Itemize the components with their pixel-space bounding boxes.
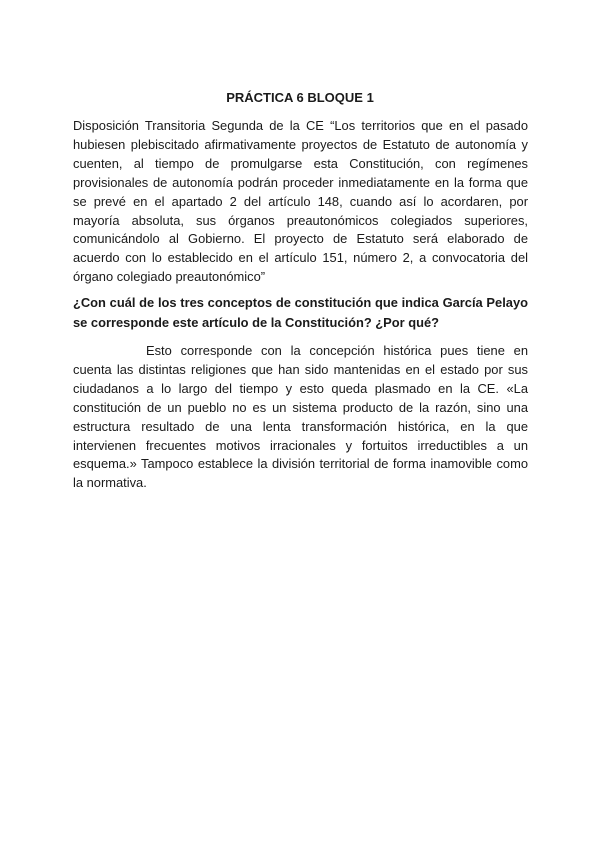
question-heading: ¿Con cuál de los tres conceptos de constitución que indica García Pelayo se corresponde este artículo de la Constitución? ¿Por qué?	[73, 295, 528, 330]
answer-paragraph: Esto corresponde con la concepción histórica pues tiene en cuenta las distintas religiones que han sido mantenidas en el estado por sus ciudadanos a lo largo del tiempo y esto queda plasmado en la CE. «La constitución de un pueblo no es un sistema producto de la razón, sino una estructura resultado de una lenta transformación histórica, en la que intervienen frecuentes motivos irracionales y fortuitos irreductibles a un esquema.» Tampoco establece la división territorial de forma inamovible como la normativa.	[73, 343, 528, 491]
document-title: PRÁCTICA 6 BLOQUE 1	[226, 90, 374, 105]
intro-paragraph: Disposición Transitoria Segunda de la CE “Los territorios que en el pasado hubiesen plebiscitado afirmativamente proyectos de Estatuto de autonomía y cuenten, al tiempo de promulgarse esta Constitución, con regímenes provisionales de autonomía podrán proceder inmediatamente en la forma que se prevé en el apartado 2 del artículo 148, cuando así lo acordaren, por mayoría absoluta, sus órganos preautonómicos colegiados superiores, comunicándolo al Gobierno. El proyecto de Estatuto será elaborado de acuerdo con lo establecido en el artículo 151, número 2, a convocatoria del órgano colegiado preautonómico”	[73, 118, 528, 285]
